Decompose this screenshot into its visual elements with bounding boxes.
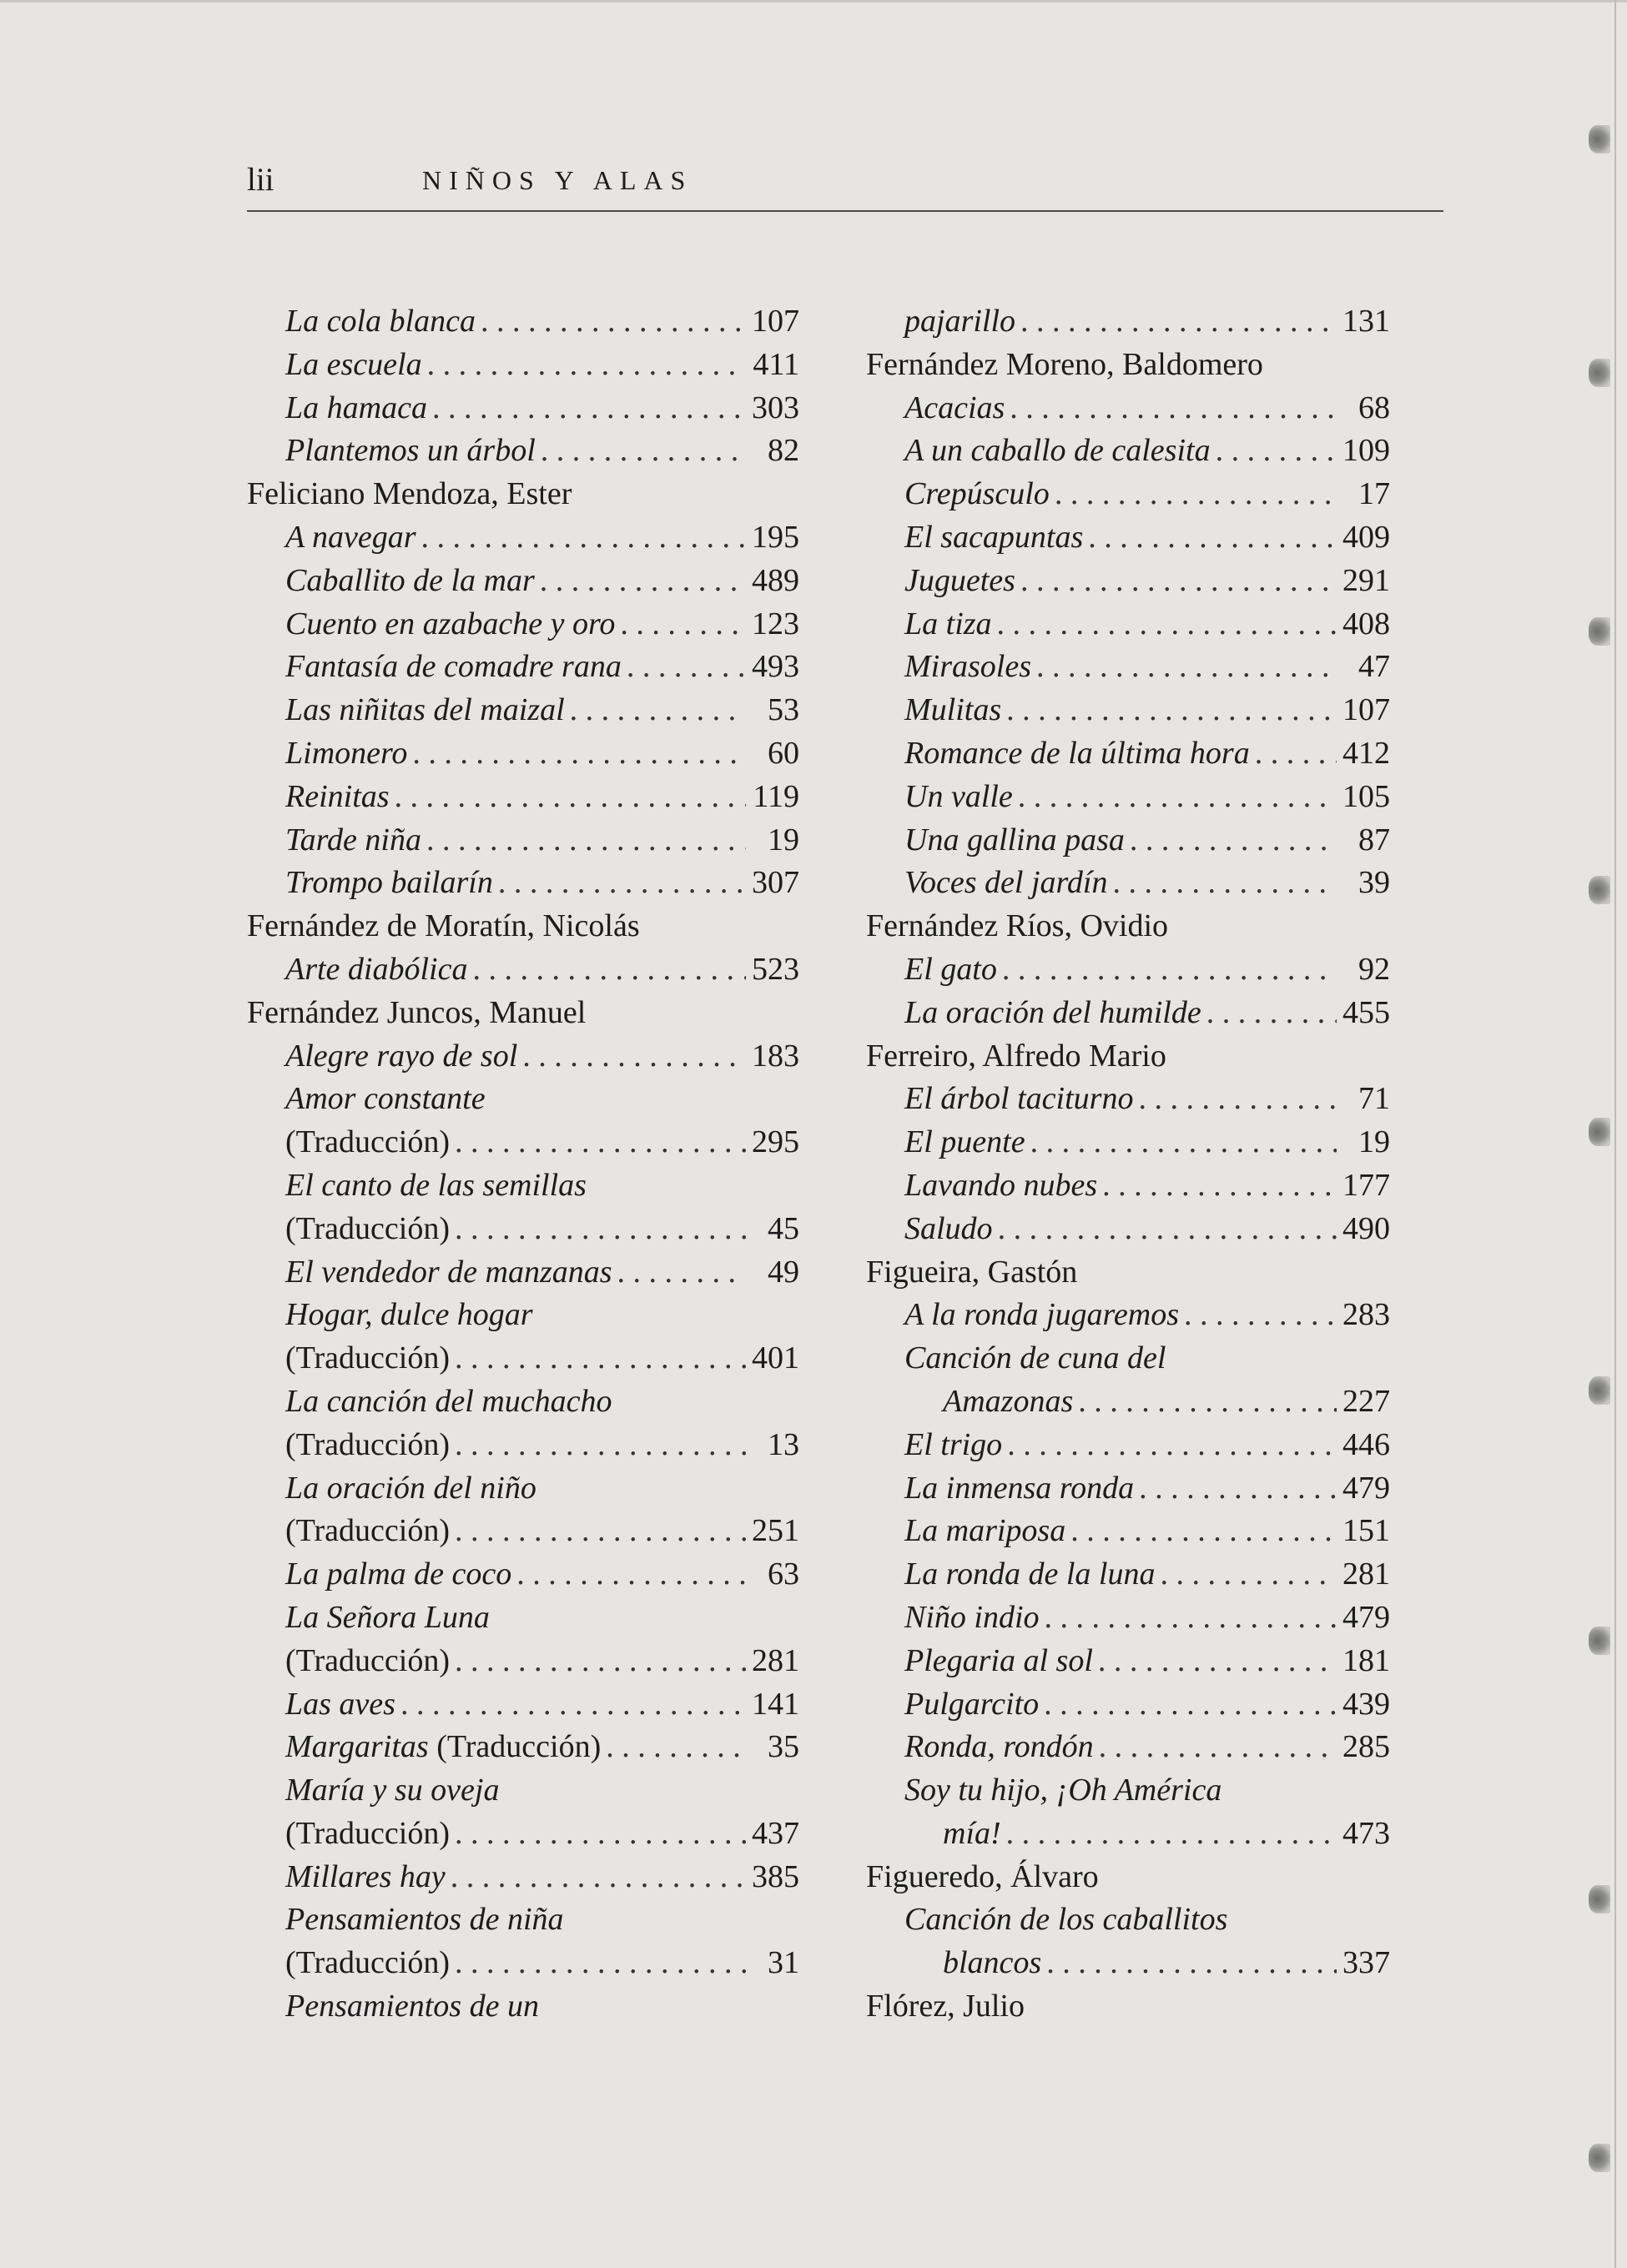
entry-page: 385 bbox=[752, 1858, 799, 1894]
entry-title: La mariposa bbox=[904, 1513, 1066, 1549]
index-author bbox=[866, 1251, 1390, 1295]
index-title-line bbox=[247, 1597, 799, 1640]
dot-leader bbox=[412, 732, 746, 776]
entry-title: María y su oveja bbox=[285, 1773, 500, 1808]
entry-page: 490 bbox=[1342, 1210, 1390, 1246]
index-title-line bbox=[247, 1898, 799, 1942]
entry-page: 119 bbox=[753, 778, 799, 814]
index-entry bbox=[866, 776, 1390, 819]
entry-note: (Traducción) bbox=[436, 1729, 602, 1765]
entry-page: 131 bbox=[1342, 304, 1390, 339]
entry-page: 109 bbox=[1342, 433, 1390, 469]
entry-title: La palma de coco bbox=[285, 1556, 512, 1592]
entry-page: 82 bbox=[768, 433, 799, 469]
dot-leader bbox=[455, 1424, 746, 1467]
entry-title: (Traducción) bbox=[285, 1945, 450, 1981]
entry-title: La cola blanca bbox=[285, 304, 476, 339]
dot-leader bbox=[1102, 1164, 1337, 1208]
index-title-line bbox=[247, 1078, 799, 1121]
index-entry bbox=[866, 732, 1390, 776]
index-title-line bbox=[247, 1467, 799, 1511]
entry-title: Romance de la última hora bbox=[904, 735, 1250, 771]
dot-leader bbox=[1206, 992, 1337, 1035]
index-entry bbox=[247, 1121, 799, 1164]
entry-title: Arte diabólica bbox=[285, 951, 468, 987]
dot-leader bbox=[1130, 819, 1337, 862]
index-entry bbox=[866, 603, 1390, 646]
dot-leader bbox=[541, 430, 746, 473]
index-entry bbox=[866, 1164, 1390, 1208]
index-entry bbox=[247, 1424, 799, 1467]
entry-title: (Traducción) bbox=[285, 1124, 450, 1160]
index-entry bbox=[247, 1510, 799, 1553]
index-entry bbox=[247, 1942, 799, 1985]
entry-page: 177 bbox=[1342, 1167, 1390, 1203]
index-entry bbox=[866, 560, 1390, 603]
dot-leader bbox=[1078, 1380, 1337, 1424]
dot-leader bbox=[516, 1553, 746, 1597]
entry-page: 92 bbox=[1358, 951, 1390, 987]
entry-page: 53 bbox=[768, 692, 799, 728]
entry-page: 87 bbox=[1358, 822, 1390, 857]
index-entry bbox=[247, 344, 799, 387]
index-title-line bbox=[247, 1294, 799, 1337]
dot-leader bbox=[455, 1337, 746, 1380]
entry-title: Ronda, rondón bbox=[904, 1729, 1094, 1765]
index-entry bbox=[866, 819, 1390, 862]
index-entry bbox=[866, 1726, 1390, 1769]
entry-title: El puente bbox=[904, 1124, 1025, 1160]
entry-title: Caballito de la mar bbox=[285, 562, 535, 598]
page-top-edge bbox=[0, 0, 1627, 3]
index-author bbox=[866, 344, 1390, 387]
author-name: Ferreiro, Alfredo Mario bbox=[866, 1038, 1166, 1074]
entry-title: Mulitas bbox=[904, 692, 1002, 728]
entry-title: Un valle bbox=[904, 778, 1013, 814]
entry-title: mía! bbox=[943, 1815, 1001, 1851]
dot-leader bbox=[1184, 1294, 1337, 1337]
index-entry bbox=[247, 300, 799, 344]
entry-title: A la ronda jugaremos bbox=[904, 1297, 1179, 1333]
entry-page: 39 bbox=[1358, 865, 1390, 901]
dot-leader bbox=[1006, 689, 1337, 732]
index-entry bbox=[866, 1553, 1390, 1597]
entry-page: 446 bbox=[1342, 1426, 1390, 1462]
author-name: Figueredo, Álvaro bbox=[866, 1858, 1099, 1894]
dot-leader bbox=[1020, 560, 1337, 603]
dot-leader bbox=[1030, 1121, 1337, 1164]
entry-title: (Traducción) bbox=[285, 1210, 450, 1246]
entry-page: 412 bbox=[1342, 735, 1390, 771]
entry-page: 295 bbox=[752, 1124, 799, 1160]
dot-leader bbox=[451, 1856, 746, 1899]
dot-leader bbox=[606, 1726, 746, 1769]
index-title-line bbox=[866, 1337, 1390, 1380]
entry-page: 409 bbox=[1342, 519, 1390, 555]
dot-leader bbox=[1098, 1640, 1337, 1683]
index-entry bbox=[247, 430, 799, 473]
author-name: Fernández Juncos, Manuel bbox=[247, 994, 587, 1030]
index-title-line bbox=[247, 1164, 799, 1208]
binder-hole bbox=[1589, 1376, 1610, 1405]
entry-title: Pensamientos de niña bbox=[285, 1902, 564, 1938]
dot-leader bbox=[617, 1251, 746, 1295]
index-author bbox=[247, 992, 799, 1035]
dot-leader bbox=[1018, 776, 1337, 819]
dot-leader bbox=[1036, 646, 1337, 689]
index-entry bbox=[866, 1813, 1390, 1856]
entry-title: A un caballo de calesita bbox=[904, 433, 1211, 469]
entry-title: Plegaria al sol bbox=[904, 1642, 1093, 1678]
entry-page: 283 bbox=[1342, 1297, 1390, 1333]
index-entry bbox=[247, 603, 799, 646]
entry-title: Mirasoles bbox=[904, 649, 1031, 685]
index-entry bbox=[247, 1208, 799, 1251]
entry-page: 307 bbox=[752, 865, 799, 901]
index-entry bbox=[866, 1510, 1390, 1553]
entry-title: Cuento en azabache y oro bbox=[285, 606, 616, 641]
entry-title: La tiza bbox=[904, 606, 992, 641]
index-entry bbox=[866, 473, 1390, 516]
entry-page: 13 bbox=[768, 1426, 799, 1462]
author-name: Fernández Ríos, Ovidio bbox=[866, 908, 1169, 944]
dot-leader bbox=[1161, 1553, 1337, 1597]
entry-page: 473 bbox=[1342, 1815, 1390, 1851]
index-entry bbox=[247, 819, 799, 862]
dot-leader bbox=[570, 689, 746, 732]
dot-leader bbox=[540, 560, 746, 603]
entry-page: 285 bbox=[1342, 1729, 1390, 1765]
entry-title: (Traducción) bbox=[285, 1513, 450, 1549]
dot-leader bbox=[620, 603, 746, 646]
index-author bbox=[247, 473, 799, 516]
entry-page: 303 bbox=[752, 390, 799, 425]
entry-title: Pulgarcito bbox=[904, 1686, 1040, 1722]
entry-title: El vendedor de manzanas bbox=[285, 1254, 612, 1290]
entry-page: 107 bbox=[1342, 692, 1390, 728]
index-entry bbox=[866, 1294, 1390, 1337]
dot-leader bbox=[400, 1683, 746, 1727]
entry-page: 141 bbox=[752, 1686, 799, 1722]
entry-page: 479 bbox=[1342, 1599, 1390, 1635]
entry-page: 151 bbox=[1342, 1513, 1390, 1549]
dot-leader bbox=[472, 948, 746, 992]
dot-leader bbox=[1070, 1510, 1337, 1553]
index-entry bbox=[866, 1942, 1390, 1985]
index-entry bbox=[866, 387, 1390, 430]
entry-title: El gato bbox=[904, 951, 997, 987]
entry-title: La oración del niño bbox=[285, 1470, 536, 1506]
binder-hole bbox=[1589, 1118, 1610, 1146]
index-entry bbox=[866, 1208, 1390, 1251]
entry-page: 31 bbox=[768, 1945, 799, 1981]
index-entry bbox=[247, 1726, 799, 1769]
dot-leader bbox=[1046, 1942, 1337, 1985]
entry-title: La inmensa ronda bbox=[904, 1470, 1135, 1506]
running-header bbox=[247, 155, 1443, 212]
index-entry bbox=[866, 992, 1390, 1035]
index-entry bbox=[866, 948, 1390, 992]
index-entry bbox=[866, 1640, 1390, 1683]
dot-leader bbox=[421, 516, 746, 560]
index-entry bbox=[247, 1640, 799, 1683]
entry-page: 19 bbox=[1358, 1124, 1390, 1160]
entry-page: 105 bbox=[1342, 778, 1390, 814]
binder-hole bbox=[1589, 1885, 1610, 1913]
dot-leader bbox=[1255, 732, 1337, 776]
index-author bbox=[866, 905, 1390, 948]
entry-page: 291 bbox=[1342, 562, 1390, 598]
dot-leader bbox=[1112, 862, 1337, 905]
entry-title-group bbox=[285, 1726, 601, 1769]
entry-title: La canción del muchacho bbox=[285, 1383, 612, 1419]
dot-leader bbox=[1010, 387, 1337, 430]
index-title-line bbox=[866, 1898, 1390, 1942]
entry-title: blancos bbox=[943, 1945, 1042, 1981]
entry-title: Saludo bbox=[904, 1210, 993, 1246]
binder-hole bbox=[1589, 1627, 1610, 1655]
entry-title: Niño indio bbox=[904, 1599, 1040, 1635]
page-right-edge bbox=[1614, 0, 1616, 2268]
index-column-left bbox=[247, 300, 799, 2029]
entry-title: (Traducción) bbox=[285, 1426, 450, 1462]
dot-leader bbox=[455, 1510, 746, 1553]
binder-hole bbox=[1589, 359, 1610, 387]
dot-leader bbox=[1044, 1683, 1337, 1727]
index-entry bbox=[866, 1121, 1390, 1164]
binder-hole bbox=[1589, 2144, 1610, 2172]
dot-leader bbox=[455, 1942, 746, 1985]
entry-page: 47 bbox=[1358, 649, 1390, 685]
dot-leader bbox=[1045, 1597, 1337, 1640]
dot-leader bbox=[1002, 948, 1337, 992]
author-name: Fernández de Moratín, Nicolás bbox=[247, 908, 640, 944]
entry-page: 479 bbox=[1342, 1470, 1390, 1506]
index-entry bbox=[247, 1683, 799, 1727]
index-entry bbox=[866, 1467, 1390, 1511]
entry-page: 489 bbox=[752, 562, 799, 598]
dot-leader bbox=[522, 1035, 746, 1079]
index-entry bbox=[247, 387, 799, 430]
entry-page: 493 bbox=[752, 649, 799, 685]
binder-hole bbox=[1589, 876, 1610, 904]
dot-leader bbox=[1055, 473, 1337, 516]
dot-leader bbox=[1139, 1467, 1337, 1511]
entry-page: 411 bbox=[753, 346, 799, 382]
index-author bbox=[247, 905, 799, 948]
index-entry bbox=[866, 1380, 1390, 1424]
index-entry bbox=[247, 1856, 799, 1899]
entry-title: Trompo bailarín bbox=[285, 865, 493, 901]
index-entry bbox=[866, 862, 1390, 905]
entry-page: 523 bbox=[752, 951, 799, 987]
entry-title: (Traducción) bbox=[285, 1340, 450, 1376]
entry-title: Juguetes bbox=[904, 562, 1015, 598]
dot-leader bbox=[455, 1640, 746, 1683]
entry-title: Acacias bbox=[904, 390, 1005, 425]
entry-title: Alegre rayo de sol bbox=[285, 1038, 518, 1074]
index-entry bbox=[247, 646, 799, 689]
author-name: Feliciano Mendoza, Ester bbox=[247, 476, 572, 512]
index-column-right bbox=[866, 300, 1390, 2029]
entry-page: 45 bbox=[768, 1210, 799, 1246]
index-entry bbox=[866, 516, 1390, 560]
index-entry bbox=[247, 1337, 799, 1380]
entry-page: 401 bbox=[752, 1340, 799, 1376]
entry-page: 281 bbox=[1342, 1556, 1390, 1592]
binder-hole bbox=[1589, 125, 1610, 153]
index-entry bbox=[247, 862, 799, 905]
entry-title: Una gallina pasa bbox=[904, 822, 1125, 857]
entry-title: Fantasía de comadre rana bbox=[285, 649, 622, 685]
entry-title: Margaritas bbox=[285, 1729, 429, 1765]
index-entry bbox=[247, 560, 799, 603]
entry-title: El árbol taciturno bbox=[904, 1081, 1134, 1117]
dot-leader bbox=[498, 862, 746, 905]
index-author bbox=[866, 1035, 1390, 1079]
entry-title: La hamaca bbox=[285, 390, 427, 425]
index-entry bbox=[866, 1683, 1390, 1727]
entry-page: 19 bbox=[768, 822, 799, 857]
entry-title: Limonero bbox=[285, 735, 408, 771]
entry-page: 227 bbox=[1342, 1383, 1390, 1419]
entry-page: 183 bbox=[752, 1038, 799, 1074]
dot-leader bbox=[997, 603, 1337, 646]
entry-page: 71 bbox=[1358, 1081, 1390, 1117]
index-title-line bbox=[247, 1380, 799, 1424]
entry-title: (Traducción) bbox=[285, 1815, 450, 1851]
dot-leader bbox=[1007, 1424, 1337, 1467]
index-entry bbox=[247, 516, 799, 560]
author-name: Fernández Moreno, Baldomero bbox=[866, 346, 1263, 382]
dot-leader bbox=[1006, 1813, 1337, 1856]
entry-title: Tarde niña bbox=[285, 822, 421, 857]
index-author bbox=[866, 1985, 1390, 2029]
index-entry bbox=[866, 689, 1390, 732]
dot-leader bbox=[426, 819, 746, 862]
index-entry bbox=[866, 300, 1390, 344]
entry-title: Millares hay bbox=[285, 1858, 446, 1894]
entry-title: Amazonas bbox=[943, 1383, 1074, 1419]
index-entry bbox=[866, 1078, 1390, 1121]
entry-title: Reinitas bbox=[285, 778, 390, 814]
entry-title: pajarillo bbox=[904, 304, 1016, 339]
dot-leader bbox=[1020, 300, 1337, 344]
entry-title: Pensamientos de un bbox=[285, 1989, 539, 2024]
entry-page: 195 bbox=[752, 519, 799, 555]
entry-title: Canción de los caballitos bbox=[904, 1902, 1228, 1938]
entry-page: 181 bbox=[1342, 1642, 1390, 1678]
entry-title: Lavando nubes bbox=[904, 1167, 1098, 1203]
entry-title: Plantemos un árbol bbox=[285, 433, 536, 469]
entry-title: La ronda de la luna bbox=[904, 1556, 1156, 1592]
index-entry bbox=[247, 776, 799, 819]
entry-title: La escuela bbox=[285, 346, 422, 382]
entry-page: 251 bbox=[752, 1513, 799, 1549]
index-entry bbox=[247, 1251, 799, 1295]
dot-leader bbox=[432, 387, 746, 430]
entry-title: La oración del humilde bbox=[904, 994, 1201, 1030]
dot-leader bbox=[1138, 1078, 1337, 1121]
entry-title: Voces del jardín bbox=[904, 865, 1108, 901]
entry-title: El trigo bbox=[904, 1426, 1003, 1462]
index-title-line bbox=[247, 1769, 799, 1813]
entry-title: Crepúsculo bbox=[904, 476, 1050, 512]
dot-leader bbox=[395, 776, 746, 819]
entry-page: 17 bbox=[1358, 476, 1390, 512]
binder-hole bbox=[1589, 617, 1610, 646]
index-entry bbox=[247, 732, 799, 776]
dot-leader bbox=[1099, 1726, 1337, 1769]
entry-page: 455 bbox=[1342, 994, 1390, 1030]
entry-title: El sacapuntas bbox=[904, 519, 1084, 555]
index-entry bbox=[247, 689, 799, 732]
running-title: NIÑOS Y ALAS bbox=[422, 165, 693, 195]
index-entry bbox=[866, 646, 1390, 689]
entry-title: (Traducción) bbox=[285, 1642, 450, 1678]
entry-page: 35 bbox=[768, 1729, 799, 1765]
index-author bbox=[866, 1856, 1390, 1899]
entry-title: Las aves bbox=[285, 1686, 395, 1722]
entry-title: El canto de las semillas bbox=[285, 1167, 587, 1203]
index-entry bbox=[247, 1035, 799, 1079]
entry-page: 439 bbox=[1342, 1686, 1390, 1722]
index-entry bbox=[866, 1597, 1390, 1640]
dot-leader bbox=[1088, 516, 1337, 560]
dot-leader bbox=[455, 1121, 746, 1164]
entry-page: 49 bbox=[768, 1254, 799, 1290]
entry-page: 408 bbox=[1342, 606, 1390, 641]
entry-title: A navegar bbox=[285, 519, 416, 555]
dot-leader bbox=[455, 1813, 746, 1856]
entry-page: 63 bbox=[768, 1556, 799, 1592]
index-title-line bbox=[866, 1769, 1390, 1813]
dot-leader bbox=[627, 646, 746, 689]
entry-title: Canción de cuna del bbox=[904, 1340, 1166, 1376]
index-entry bbox=[866, 1424, 1390, 1467]
author-name: Flórez, Julio bbox=[866, 1989, 1025, 2024]
index-entry bbox=[247, 1813, 799, 1856]
dot-leader bbox=[427, 344, 746, 387]
entry-title: La Señora Luna bbox=[285, 1599, 490, 1635]
index-title-line bbox=[247, 1985, 799, 2029]
entry-page: 107 bbox=[752, 304, 799, 339]
entry-title: Amor constante bbox=[285, 1081, 486, 1117]
entry-page: 60 bbox=[768, 735, 799, 771]
dot-leader bbox=[455, 1208, 746, 1251]
dot-leader bbox=[1216, 430, 1337, 473]
entry-page: 281 bbox=[752, 1642, 799, 1678]
page-number: lii bbox=[247, 162, 275, 198]
entry-title: Las niñitas del maizal bbox=[285, 692, 565, 728]
dot-leader bbox=[481, 300, 746, 344]
index-entry bbox=[247, 948, 799, 992]
author-name: Figueira, Gastón bbox=[866, 1254, 1078, 1290]
entry-page: 68 bbox=[1358, 390, 1390, 425]
index-entry bbox=[866, 430, 1390, 473]
entry-page: 337 bbox=[1342, 1945, 1390, 1981]
entry-title: Hogar, dulce hogar bbox=[285, 1297, 533, 1333]
entry-title: Soy tu hijo, ¡Oh América bbox=[904, 1773, 1222, 1808]
entry-page: 437 bbox=[752, 1815, 799, 1851]
index-entry bbox=[247, 1553, 799, 1597]
entry-page: 123 bbox=[752, 606, 799, 641]
dot-leader bbox=[998, 1208, 1337, 1251]
